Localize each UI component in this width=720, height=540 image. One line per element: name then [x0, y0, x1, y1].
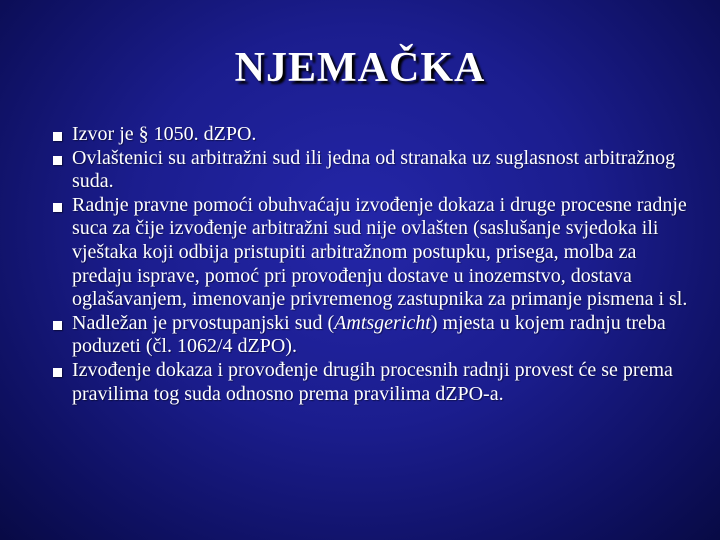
bullet-item — [52, 359, 692, 406]
square-bullet-icon — [53, 156, 62, 165]
bullet-list — [52, 123, 692, 406]
bullet-text: Radnje pravne pomoći obuhvaćaju izvođenje dokaza i druge procesne radnje suca za čije izvođenje arbitražni sud nije ovlašten (saslušanje svjedoka ili vještaka koji odbija pristupiti arbitražnom postupku, prisega, molba za predaju isprave, pomoć pri provođenju dostave u inozemstvo, dostava oglašavanjem, imenovanje privremenog zastupnika za primanje pismena i sl. — [72, 193, 688, 311]
bullet-text-before: Nadležan je prvostupanjski sud ( — [72, 311, 335, 334]
bullet-item — [52, 123, 692, 147]
square-bullet-icon — [53, 368, 62, 377]
bullet-text: Izvođenje dokaza i provođenje drugih procesnih radnji provest će se prema pravilima tog suda odnosno prema pravilima dZPO-a. — [72, 358, 673, 405]
square-bullet-icon — [53, 132, 62, 141]
bullet-item — [52, 147, 692, 194]
slide-title: NJEMAČKA — [234, 45, 486, 91]
bullet-text: Izvor je § 1050. dZPO. — [72, 123, 257, 145]
bullet-text-italic: Amtsgericht — [334, 311, 431, 334]
bullet-item — [52, 194, 692, 312]
square-bullet-icon — [53, 203, 62, 212]
bullet-text-after: ) mjesta u kojem radnju treba poduzeti (čl. 1062/4 dZPO). — [72, 311, 666, 358]
square-bullet-icon — [53, 321, 62, 330]
bullet-text: Ovlaštenici su arbitražni sud ili jedna od stranaka uz suglasnost arbitražnog suda. — [72, 146, 676, 193]
bullet-item — [52, 312, 692, 359]
